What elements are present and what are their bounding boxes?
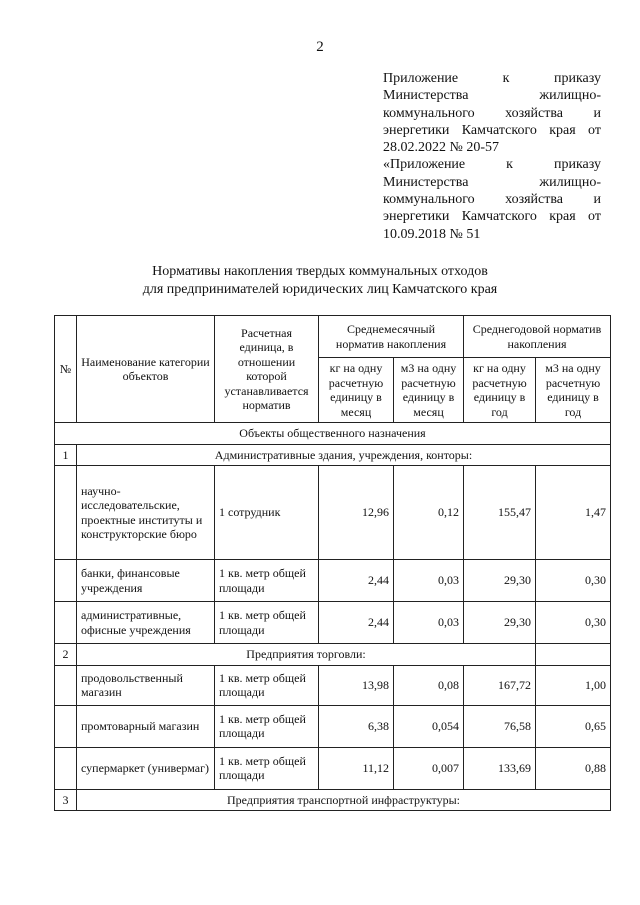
m3-month-cell: 0,054	[394, 705, 464, 747]
kg-month-cell: 6,38	[319, 705, 394, 747]
document-title	[0, 263, 640, 299]
group-number: 3	[55, 789, 77, 811]
unit-cell: 1 кв. метр общей площади	[215, 747, 319, 789]
kg-month-cell: 2,44	[319, 560, 394, 602]
m3-month-cell: 0,03	[394, 602, 464, 644]
m3-month-cell: 0,08	[394, 665, 464, 705]
empty-cell	[536, 644, 611, 666]
empty-cell	[55, 466, 77, 560]
unit-cell: 1 кв. метр общей площади	[215, 705, 319, 747]
m3-year-cell: 0,30	[536, 602, 611, 644]
m3-month-cell: 0,03	[394, 560, 464, 602]
kg-year-cell: 29,30	[464, 560, 536, 602]
section-title: Объекты общественного назначения	[55, 423, 611, 445]
m3-year-cell: 0,65	[536, 705, 611, 747]
table-row	[55, 705, 611, 747]
group-number: 2	[55, 644, 77, 666]
empty-cell	[55, 560, 77, 602]
m3-month-cell: 0,007	[394, 747, 464, 789]
group-number: 1	[55, 444, 77, 466]
kg-month-cell: 2,44	[319, 602, 394, 644]
page-number: 2	[316, 39, 324, 55]
annex-line: энергетики Камчатского края от	[383, 209, 601, 225]
empty-cell	[55, 705, 77, 747]
kg-year-cell: 76,58	[464, 705, 536, 747]
group-row	[55, 444, 611, 466]
header-unit: Расчетная единица, в отношении которой устанавливается норматив	[215, 316, 319, 423]
annex-reference	[383, 70, 601, 243]
annex-line: 28.02.2022 № 20-57	[383, 140, 500, 156]
m3-year-cell: 0,88	[536, 747, 611, 789]
unit-cell: 1 кв. метр общей площади	[215, 665, 319, 705]
empty-cell	[55, 602, 77, 644]
table-row	[55, 747, 611, 789]
category-cell: административные, офисные учреждения	[77, 602, 215, 644]
header-kg-month: кг на одну расчетную единицу в месяц	[319, 358, 394, 423]
header-kg-year: кг на одну расчетную единицу в год	[464, 358, 536, 423]
kg-year-cell: 133,69	[464, 747, 536, 789]
category-cell: промтоварный магазин	[77, 705, 215, 747]
m3-year-cell: 1,00	[536, 665, 611, 705]
section-row	[55, 423, 611, 445]
table-row	[55, 665, 611, 705]
unit-cell: 1 сотрудник	[215, 466, 319, 560]
kg-year-cell: 29,30	[464, 602, 536, 644]
kg-month-cell: 11,12	[319, 747, 394, 789]
m3-year-cell: 1,47	[536, 466, 611, 560]
group-row	[55, 789, 611, 811]
annex-line: Министерства жилищно-	[383, 88, 601, 104]
category-cell: научно-исследовательские, проектные институты и конструкторские бюро	[77, 466, 215, 560]
header-category: Наименование категории объектов	[77, 316, 215, 423]
annex-line: коммунального хозяйства и	[383, 192, 601, 208]
table-row	[55, 602, 611, 644]
m3-year-cell: 0,30	[536, 560, 611, 602]
header-monthly: Среднемесячный норматив накопления	[319, 316, 464, 358]
kg-month-cell: 12,96	[319, 466, 394, 560]
header-num: №	[55, 316, 77, 423]
group-row	[55, 644, 611, 666]
annex-line: Министерства жилищно-	[383, 174, 601, 190]
kg-year-cell: 155,47	[464, 466, 536, 560]
table-row	[55, 560, 611, 602]
category-cell: супермаркет (универмаг)	[77, 747, 215, 789]
header-yearly: Среднегодовой норматив накопления	[464, 316, 611, 358]
unit-cell: 1 кв. метр общей площади	[215, 602, 319, 644]
group-title: Административные здания, учреждения, конторы:	[77, 444, 611, 466]
empty-cell	[55, 665, 77, 705]
empty-cell	[55, 747, 77, 789]
title-line: для предпринимателей юридических лиц Камчатского края	[142, 282, 498, 297]
annex-line: Приложение к приказу	[383, 71, 601, 86]
annex-line: коммунального хозяйства и	[383, 105, 601, 121]
header-m3-month: м3 на одну расчетную единицу в месяц	[394, 358, 464, 423]
table-header-row	[55, 316, 611, 358]
annex-line: «Приложение к приказу	[383, 157, 601, 173]
category-cell: продовольственный магазин	[77, 665, 215, 705]
category-cell: банки, финансовые учреждения	[77, 560, 215, 602]
title-line: Нормативы накопления твердых коммунальных отходов	[152, 264, 488, 279]
kg-year-cell: 167,72	[464, 665, 536, 705]
group-title: Предприятия транспортной инфраструктуры:	[77, 789, 611, 811]
m3-month-cell: 0,12	[394, 466, 464, 560]
table-row	[55, 466, 611, 560]
kg-month-cell: 13,98	[319, 665, 394, 705]
group-title: Предприятия торговли:	[77, 644, 536, 666]
header-m3-year: м3 на одну расчетную единицу в год	[536, 358, 611, 423]
norms-table	[54, 315, 611, 811]
annex-line: 10.09.2018 № 51	[383, 226, 481, 242]
unit-cell: 1 кв. метр общей площади	[215, 560, 319, 602]
annex-line: энергетики Камчатского края от	[383, 122, 601, 138]
